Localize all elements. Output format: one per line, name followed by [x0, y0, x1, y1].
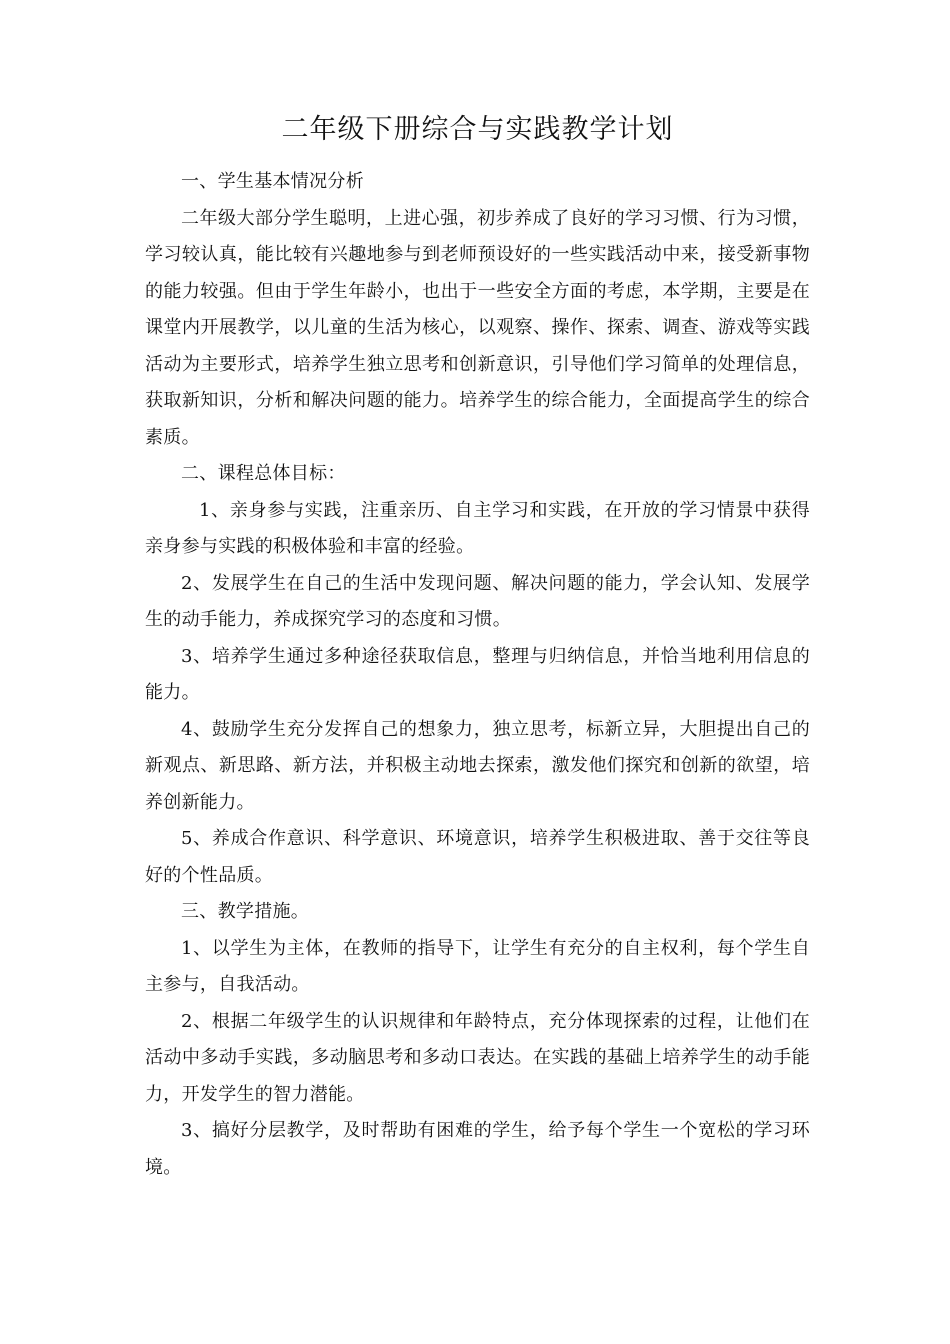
document-body	[145, 110, 810, 1186]
goal-item-3: 3、培养学生通过多种途径获取信息，整理与归纳信息，并恰当地利用信息的能力。	[145, 645, 810, 703]
goal-item-2: 2、发展学生在自己的生活中发现问题、解决问题的能力，学会认知、发展学生的动手能力，养成探究学习的态度和习惯。	[145, 572, 810, 630]
section-heading-teaching-measures: 三、教学措施。	[181, 901, 310, 922]
section-heading-course-goals: 二、课程总体目标：	[181, 463, 346, 484]
goal-item-4: 4、鼓励学生充分发挥自己的想象力，独立思考，标新立异，大胆提出自己的新观点、新思路、新方法，并积极主动地去探索，激发他们探究和创新的欲望，培养创新能力。	[145, 718, 810, 813]
goal-item-5: 5、养成合作意识、科学意识、环境意识，培养学生积极进取、善于交往等良好的个性品质。	[145, 828, 810, 886]
measure-item-2: 2、根据二年级学生的认识规律和年龄特点，充分体现探索的过程，让他们在活动中多动手实践，多动脑思考和多动口表达。在实践的基础上培养学生的动手能力，开发学生的智力潜能。	[145, 1010, 810, 1105]
paragraph-student-analysis: 二年级大部分学生聪明，上进心强，初步养成了良好的学习习惯、行为习惯，学习较认真，能比较有兴趣地参与到老师预设好的一些实践活动中来，接受新事物的能力较强。但由于学生年龄小，也出于一些安全方面的考虑，本学期，主要是在课堂内开展教学，以儿童的生活为核心，以观察、操作、探索、调查、游戏等实践活动为主要形式，培养学生独立思考和创新意识，引导他们学习简单的处理信息，获取新知识，分析和解决问题的能力。培养学生的综合能力，全面提高学生的综合素质。	[145, 207, 810, 448]
measure-item-3: 3、搞好分层教学，及时帮助有困难的学生，给予每个学生一个宽松的学习环境。	[145, 1120, 810, 1178]
document-title: 二年级下册综合与实践教学计划	[281, 114, 674, 145]
section-heading-student-analysis: 一、学生基本情况分析	[181, 171, 364, 192]
goal-item-1: 1、亲身参与实践，注重亲历、自主学习和实践，在开放的学习情景中获得亲身参与实践的积极体验和丰富的经验。	[145, 499, 810, 557]
measure-item-1: 1、以学生为主体，在教师的指导下，让学生有充分的自主权利，每个学生自主参与，自我活动。	[145, 937, 810, 995]
